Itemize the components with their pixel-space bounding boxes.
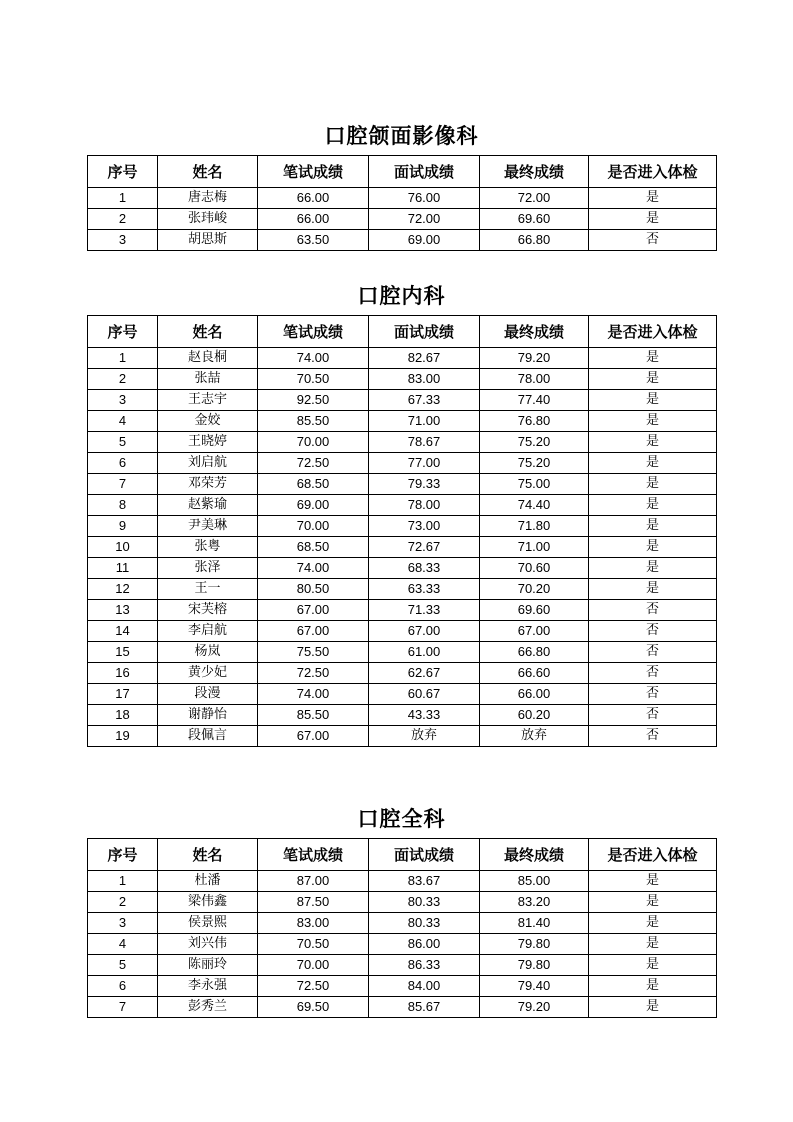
interview-score-cell: 71.33 — [369, 600, 480, 621]
name-cell: 张粤 — [158, 537, 258, 558]
written-score-cell: 66.00 — [258, 188, 369, 209]
written-score-cell: 67.00 — [258, 726, 369, 747]
written-score-cell: 80.50 — [258, 579, 369, 600]
physical-exam-cell: 否 — [589, 726, 717, 747]
table-row — [88, 516, 717, 537]
table-row — [88, 558, 717, 579]
interview-score-cell: 67.33 — [369, 390, 480, 411]
table-row — [88, 892, 717, 913]
table-header-row — [88, 839, 717, 871]
written-score-cell: 63.50 — [258, 230, 369, 251]
column-header-seq: 序号 — [88, 839, 158, 871]
interview-score-cell: 83.00 — [369, 369, 480, 390]
interview-score-cell: 69.00 — [369, 230, 480, 251]
score-table-oral-internal-medicine — [87, 315, 717, 747]
interview-score-cell: 84.00 — [369, 976, 480, 997]
table-row — [88, 976, 717, 997]
interview-score-cell: 43.33 — [369, 705, 480, 726]
final-score-cell: 76.80 — [480, 411, 589, 432]
table-row — [88, 390, 717, 411]
final-score-cell: 79.20 — [480, 348, 589, 369]
physical-exam-cell: 否 — [589, 642, 717, 663]
name-cell: 张玮峻 — [158, 209, 258, 230]
table-row — [88, 230, 717, 251]
column-header-physical-exam: 是否进入体检 — [589, 156, 717, 188]
table-row — [88, 705, 717, 726]
column-header-written-score: 笔试成绩 — [258, 839, 369, 871]
physical-exam-cell: 否 — [589, 600, 717, 621]
final-score-cell: 72.00 — [480, 188, 589, 209]
written-score-cell: 67.00 — [258, 621, 369, 642]
interview-score-cell: 80.33 — [369, 892, 480, 913]
final-score-cell: 71.00 — [480, 537, 589, 558]
interview-score-cell: 76.00 — [369, 188, 480, 209]
written-score-cell: 70.50 — [258, 369, 369, 390]
name-cell: 陈丽玲 — [158, 955, 258, 976]
seq-cell: 17 — [88, 684, 158, 705]
name-cell: 尹美琳 — [158, 516, 258, 537]
interview-score-cell: 82.67 — [369, 348, 480, 369]
final-score-cell: 75.20 — [480, 453, 589, 474]
written-score-cell: 69.50 — [258, 997, 369, 1018]
name-cell: 梁伟鑫 — [158, 892, 258, 913]
name-cell: 张泽 — [158, 558, 258, 579]
physical-exam-cell: 是 — [589, 495, 717, 516]
physical-exam-cell: 是 — [589, 579, 717, 600]
written-score-cell: 70.00 — [258, 432, 369, 453]
table-row — [88, 600, 717, 621]
interview-score-cell: 71.00 — [369, 411, 480, 432]
interview-score-cell: 62.67 — [369, 663, 480, 684]
written-score-cell: 83.00 — [258, 913, 369, 934]
seq-cell: 1 — [88, 871, 158, 892]
interview-score-cell: 78.67 — [369, 432, 480, 453]
final-score-cell: 67.00 — [480, 621, 589, 642]
physical-exam-cell: 是 — [589, 390, 717, 411]
written-score-cell: 68.50 — [258, 474, 369, 495]
seq-cell: 2 — [88, 892, 158, 913]
table-row — [88, 188, 717, 209]
seq-cell: 14 — [88, 621, 158, 642]
column-header-final-score: 最终成绩 — [480, 839, 589, 871]
written-score-cell: 66.00 — [258, 209, 369, 230]
name-cell: 李永强 — [158, 976, 258, 997]
final-score-cell: 79.80 — [480, 934, 589, 955]
table-header-row — [88, 156, 717, 188]
interview-score-cell: 61.00 — [369, 642, 480, 663]
final-score-cell: 78.00 — [480, 369, 589, 390]
seq-cell: 8 — [88, 495, 158, 516]
physical-exam-cell: 是 — [589, 188, 717, 209]
name-cell: 王晓婷 — [158, 432, 258, 453]
seq-cell: 12 — [88, 579, 158, 600]
final-score-cell: 79.80 — [480, 955, 589, 976]
physical-exam-cell: 是 — [589, 474, 717, 495]
written-score-cell: 87.00 — [258, 871, 369, 892]
name-cell: 赵良桐 — [158, 348, 258, 369]
interview-score-cell: 63.33 — [369, 579, 480, 600]
written-score-cell: 68.50 — [258, 537, 369, 558]
final-score-cell: 85.00 — [480, 871, 589, 892]
final-score-cell: 79.40 — [480, 976, 589, 997]
seq-cell: 3 — [88, 390, 158, 411]
seq-cell: 5 — [88, 955, 158, 976]
written-score-cell: 67.00 — [258, 600, 369, 621]
final-score-cell: 66.60 — [480, 663, 589, 684]
table-row — [88, 663, 717, 684]
name-cell: 金姣 — [158, 411, 258, 432]
seq-cell: 13 — [88, 600, 158, 621]
name-cell: 刘启航 — [158, 453, 258, 474]
physical-exam-cell: 是 — [589, 997, 717, 1018]
final-score-cell: 69.60 — [480, 209, 589, 230]
seq-cell: 15 — [88, 642, 158, 663]
table-row — [88, 726, 717, 747]
column-header-name: 姓名 — [158, 316, 258, 348]
column-header-final-score: 最终成绩 — [480, 156, 589, 188]
seq-cell: 6 — [88, 976, 158, 997]
interview-score-cell: 77.00 — [369, 453, 480, 474]
column-header-interview-score: 面试成绩 — [369, 316, 480, 348]
name-cell: 胡思斯 — [158, 230, 258, 251]
interview-score-cell: 72.00 — [369, 209, 480, 230]
final-score-cell: 75.00 — [480, 474, 589, 495]
score-table-oral-maxillofacial-imaging — [87, 155, 717, 251]
column-header-name: 姓名 — [158, 156, 258, 188]
name-cell: 王一 — [158, 579, 258, 600]
final-score-cell: 77.40 — [480, 390, 589, 411]
final-score-cell: 70.60 — [480, 558, 589, 579]
physical-exam-cell: 是 — [589, 348, 717, 369]
interview-score-cell: 86.00 — [369, 934, 480, 955]
physical-exam-cell: 是 — [589, 369, 717, 390]
column-header-physical-exam: 是否进入体检 — [589, 839, 717, 871]
final-score-cell: 放弃 — [480, 726, 589, 747]
physical-exam-cell: 是 — [589, 432, 717, 453]
table-row — [88, 411, 717, 432]
written-score-cell: 72.50 — [258, 663, 369, 684]
physical-exam-cell: 是 — [589, 516, 717, 537]
seq-cell: 5 — [88, 432, 158, 453]
final-score-cell: 71.80 — [480, 516, 589, 537]
physical-exam-cell: 是 — [589, 411, 717, 432]
name-cell: 张喆 — [158, 369, 258, 390]
written-score-cell: 70.50 — [258, 934, 369, 955]
table-header-row — [88, 316, 717, 348]
final-score-cell: 66.80 — [480, 642, 589, 663]
physical-exam-cell: 否 — [589, 705, 717, 726]
score-table-oral-general — [87, 838, 717, 1018]
column-header-name: 姓名 — [158, 839, 258, 871]
interview-score-cell: 放弃 — [369, 726, 480, 747]
physical-exam-cell: 否 — [589, 663, 717, 684]
section-title-oral-internal-medicine: 口腔内科 — [357, 284, 446, 308]
table-row — [88, 871, 717, 892]
written-score-cell: 69.00 — [258, 495, 369, 516]
written-score-cell: 72.50 — [258, 976, 369, 997]
final-score-cell: 66.00 — [480, 684, 589, 705]
written-score-cell: 87.50 — [258, 892, 369, 913]
physical-exam-cell: 是 — [589, 453, 717, 474]
name-cell: 杨岚 — [158, 642, 258, 663]
table-row — [88, 348, 717, 369]
seq-cell: 3 — [88, 913, 158, 934]
final-score-cell: 81.40 — [480, 913, 589, 934]
interview-score-cell: 60.67 — [369, 684, 480, 705]
written-score-cell: 74.00 — [258, 558, 369, 579]
interview-score-cell: 86.33 — [369, 955, 480, 976]
written-score-cell: 72.50 — [258, 453, 369, 474]
table-row — [88, 684, 717, 705]
physical-exam-cell: 是 — [589, 537, 717, 558]
column-header-written-score: 笔试成绩 — [258, 156, 369, 188]
final-score-cell: 70.20 — [480, 579, 589, 600]
seq-cell: 1 — [88, 348, 158, 369]
seq-cell: 7 — [88, 474, 158, 495]
seq-cell: 4 — [88, 411, 158, 432]
name-cell: 刘兴伟 — [158, 934, 258, 955]
table-row — [88, 997, 717, 1018]
table-row — [88, 453, 717, 474]
seq-cell: 11 — [88, 558, 158, 579]
physical-exam-cell: 是 — [589, 934, 717, 955]
column-header-seq: 序号 — [88, 316, 158, 348]
name-cell: 杜潘 — [158, 871, 258, 892]
physical-exam-cell: 是 — [589, 955, 717, 976]
final-score-cell: 60.20 — [480, 705, 589, 726]
name-cell: 谢静怡 — [158, 705, 258, 726]
table-row — [88, 955, 717, 976]
name-cell: 侯景熙 — [158, 913, 258, 934]
interview-score-cell: 68.33 — [369, 558, 480, 579]
name-cell: 王志宇 — [158, 390, 258, 411]
seq-cell: 3 — [88, 230, 158, 251]
interview-score-cell: 85.67 — [369, 997, 480, 1018]
name-cell: 宋芙榕 — [158, 600, 258, 621]
physical-exam-cell: 是 — [589, 892, 717, 913]
seq-cell: 1 — [88, 188, 158, 209]
name-cell: 段佩言 — [158, 726, 258, 747]
interview-score-cell: 78.00 — [369, 495, 480, 516]
table-row — [88, 495, 717, 516]
written-score-cell: 70.00 — [258, 516, 369, 537]
final-score-cell: 66.80 — [480, 230, 589, 251]
seq-cell: 2 — [88, 209, 158, 230]
interview-score-cell: 67.00 — [369, 621, 480, 642]
column-header-seq: 序号 — [88, 156, 158, 188]
table-row — [88, 913, 717, 934]
column-header-written-score: 笔试成绩 — [258, 316, 369, 348]
seq-cell: 7 — [88, 997, 158, 1018]
physical-exam-cell: 是 — [589, 976, 717, 997]
seq-cell: 19 — [88, 726, 158, 747]
seq-cell: 9 — [88, 516, 158, 537]
name-cell: 李启航 — [158, 621, 258, 642]
written-score-cell: 92.50 — [258, 390, 369, 411]
table-row — [88, 621, 717, 642]
seq-cell: 10 — [88, 537, 158, 558]
final-score-cell: 74.40 — [480, 495, 589, 516]
final-score-cell: 83.20 — [480, 892, 589, 913]
physical-exam-cell: 否 — [589, 621, 717, 642]
table-row — [88, 474, 717, 495]
written-score-cell: 75.50 — [258, 642, 369, 663]
table-row — [88, 209, 717, 230]
written-score-cell: 70.00 — [258, 955, 369, 976]
name-cell: 唐志梅 — [158, 188, 258, 209]
table-row — [88, 642, 717, 663]
name-cell: 段漫 — [158, 684, 258, 705]
interview-score-cell: 83.67 — [369, 871, 480, 892]
written-score-cell: 74.00 — [258, 348, 369, 369]
written-score-cell: 85.50 — [258, 705, 369, 726]
physical-exam-cell: 是 — [589, 871, 717, 892]
physical-exam-cell: 是 — [589, 558, 717, 579]
column-header-physical-exam: 是否进入体检 — [589, 316, 717, 348]
seq-cell: 18 — [88, 705, 158, 726]
interview-score-cell: 79.33 — [369, 474, 480, 495]
column-header-final-score: 最终成绩 — [480, 316, 589, 348]
final-score-cell: 69.60 — [480, 600, 589, 621]
physical-exam-cell: 否 — [589, 684, 717, 705]
final-score-cell: 75.20 — [480, 432, 589, 453]
name-cell: 黄少妃 — [158, 663, 258, 684]
physical-exam-cell: 是 — [589, 913, 717, 934]
name-cell: 邓荣芳 — [158, 474, 258, 495]
written-score-cell: 85.50 — [258, 411, 369, 432]
physical-exam-cell: 否 — [589, 230, 717, 251]
table-row — [88, 537, 717, 558]
seq-cell: 6 — [88, 453, 158, 474]
interview-score-cell: 80.33 — [369, 913, 480, 934]
column-header-interview-score: 面试成绩 — [369, 156, 480, 188]
table-row — [88, 432, 717, 453]
final-score-cell: 79.20 — [480, 997, 589, 1018]
section-title-oral-general: 口腔全科 — [357, 807, 446, 831]
column-header-interview-score: 面试成绩 — [369, 839, 480, 871]
written-score-cell: 74.00 — [258, 684, 369, 705]
seq-cell: 16 — [88, 663, 158, 684]
name-cell: 赵紫瑜 — [158, 495, 258, 516]
seq-cell: 2 — [88, 369, 158, 390]
table-row — [88, 369, 717, 390]
physical-exam-cell: 是 — [589, 209, 717, 230]
interview-score-cell: 72.67 — [369, 537, 480, 558]
table-row — [88, 934, 717, 955]
name-cell: 彭秀兰 — [158, 997, 258, 1018]
seq-cell: 4 — [88, 934, 158, 955]
section-title-oral-maxillofacial-imaging: 口腔颌面影像科 — [324, 124, 479, 148]
table-row — [88, 579, 717, 600]
interview-score-cell: 73.00 — [369, 516, 480, 537]
